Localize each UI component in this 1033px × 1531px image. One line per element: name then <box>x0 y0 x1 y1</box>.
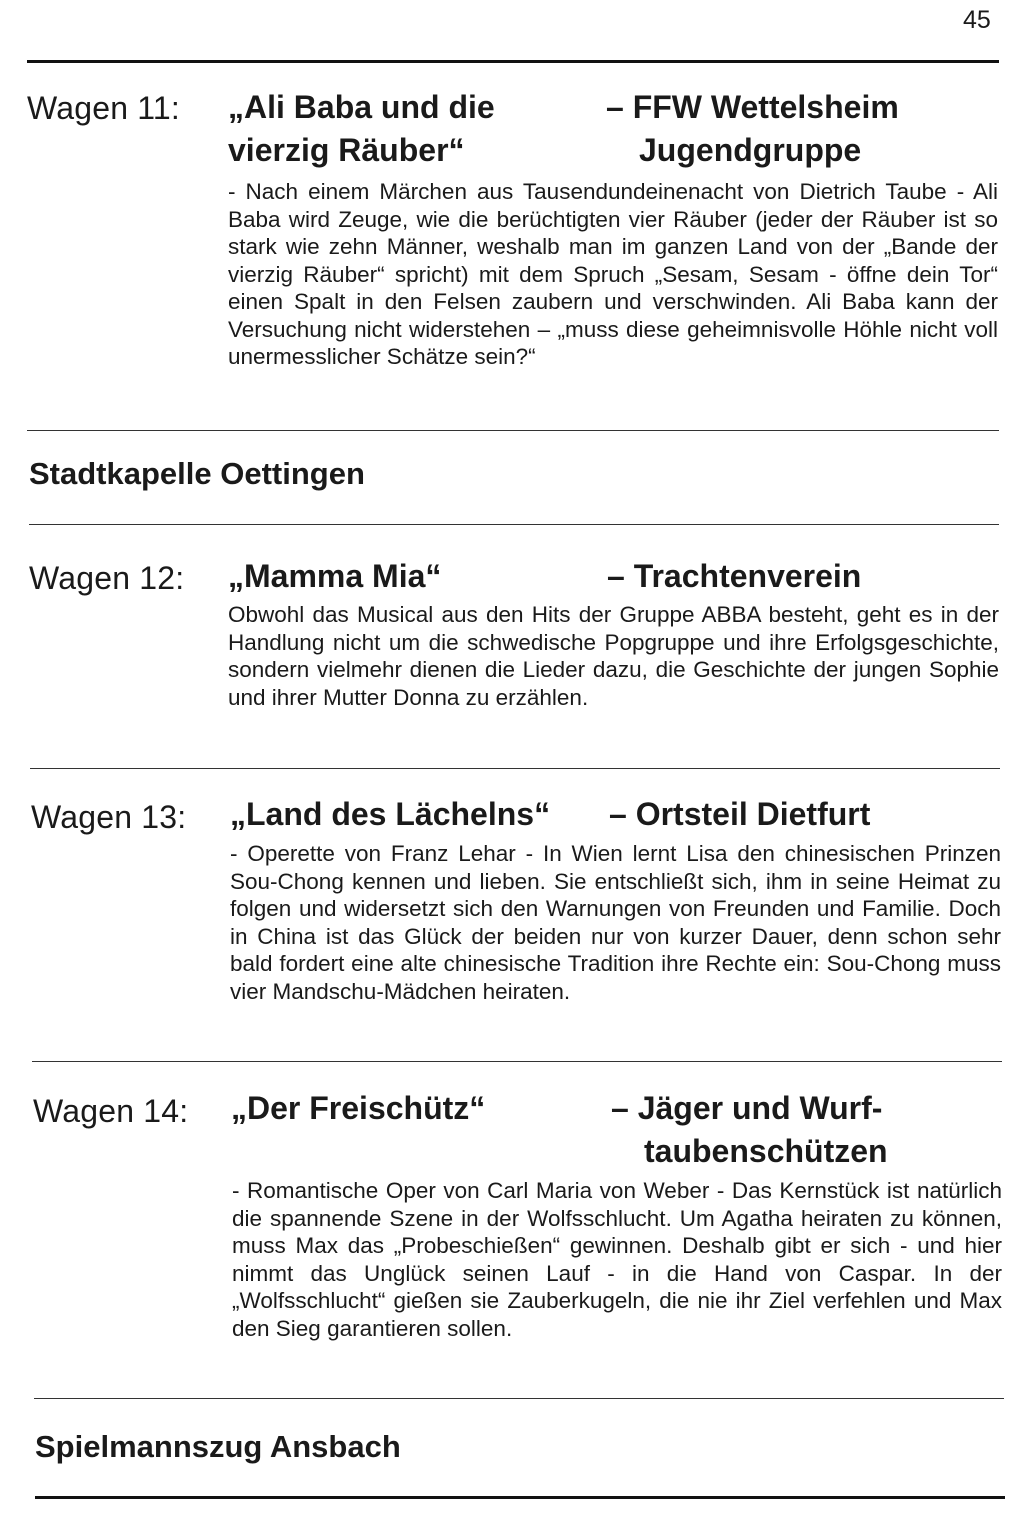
entry-group <box>607 555 861 598</box>
section-heading: Stadtkapelle Oettingen <box>29 456 365 491</box>
entry-title <box>231 1087 485 1130</box>
entry-group-line: – FFW Wettelsheim <box>606 89 899 125</box>
entry-group-line: – Jäger und Wurf- <box>611 1090 883 1126</box>
entry-title-line: vierzig Räuber“ <box>228 132 465 168</box>
top-rule <box>27 60 999 63</box>
wagon-label: Wagen 13: <box>31 799 187 835</box>
divider <box>32 1061 1002 1062</box>
entry-group <box>606 86 899 172</box>
entry-group <box>611 1087 888 1173</box>
entry-group-line: – Trachtenverein <box>607 558 862 594</box>
entry-title-line: „Mamma Mia“ <box>228 558 442 594</box>
entry-description: Obwohl das Musical aus den Hits der Gruppe ABBA besteht, geht es in der Handlung nicht um die schwedische Popgruppe und ihre Erfolgsgeschichte, sondern vielmehr dienen die Lieder dazu, die Geschichte der jungen Sophie und ihrer Mutter Donna zu erzählen. <box>228 602 999 710</box>
entry-title <box>228 86 495 172</box>
section-heading: Spielmannszug Ansbach <box>35 1429 401 1464</box>
entry-group <box>609 793 870 836</box>
entry-title-line: „Ali Baba und die <box>228 89 495 125</box>
entry-title <box>228 555 441 598</box>
entry-title-line: „Land des Lächelns“ <box>230 796 551 832</box>
entry-group-line: taubenschützen <box>644 1133 888 1169</box>
entry-group-line: Jugendgruppe <box>639 132 862 168</box>
divider <box>34 1398 1004 1399</box>
entry-description: - Operette von Franz Lehar - In Wien lernt Lisa den chinesischen Prinzen Sou-Chong kennen und lieben. Sie entschließt sich, ihm in seine Heimat zu folgen und widersetzt sich den Warnungen von Freunden und Familie. Doch in China ist das Glück der beiden nur von kurzer Dauer, denn schon sehr bald fordert eine alte chinesische Tradition ihre Rechte ein: Sou-Chong muss vier Mandschu-Mädchen heiraten. <box>230 841 1001 1004</box>
entry-group-line: – Ortsteil Dietfurt <box>609 796 871 832</box>
page-number: 45 <box>963 6 991 34</box>
divider <box>30 768 1000 769</box>
entry-title <box>230 793 550 836</box>
entry-title-line: „Der Freischütz“ <box>231 1090 486 1126</box>
wagon-label: Wagen 11: <box>27 90 181 126</box>
bottom-rule <box>35 1496 1005 1499</box>
divider <box>29 524 999 525</box>
entry-description: - Nach einem Märchen aus Tausendundeinenacht von Dietrich Taube - Ali Baba wird Zeuge, wie die berüchtigten vier Räuber (jeder der Räuber ist so stark wie zehn Männer, weshalb man im ganzen Land von der „Bande der vierzig Räuber“ spricht) mit dem Spruch „Sesam, Sesam - öffne dein Tor“ einen Spalt in den Felsen zaubern und verschwinden. Ali Baba kann der Versuchung nicht widerstehen – „muss diese geheimnisvolle Höhle nicht voll unermesslicher Schätze sein?“ <box>228 179 998 369</box>
wagon-label: Wagen 14: <box>33 1093 189 1129</box>
wagon-label: Wagen 12: <box>29 560 185 596</box>
entry-description: - Romantische Oper von Carl Maria von Weber - Das Kernstück ist natürlich die spannende Szene in der Wolfsschlucht. Um Agatha heiraten zu können, muss Max das „Probeschießen“ gewinnen. Deshalb gibt er sich - und hier nimmt das Unglück seinen Lauf - in die Hand von Caspar. In der „Wolfsschlucht“ gießen sie Zauberkugeln, die nie ihr Ziel verfehlen und Max den Sieg garantieren sollen. <box>232 1178 1002 1341</box>
divider <box>27 430 999 431</box>
